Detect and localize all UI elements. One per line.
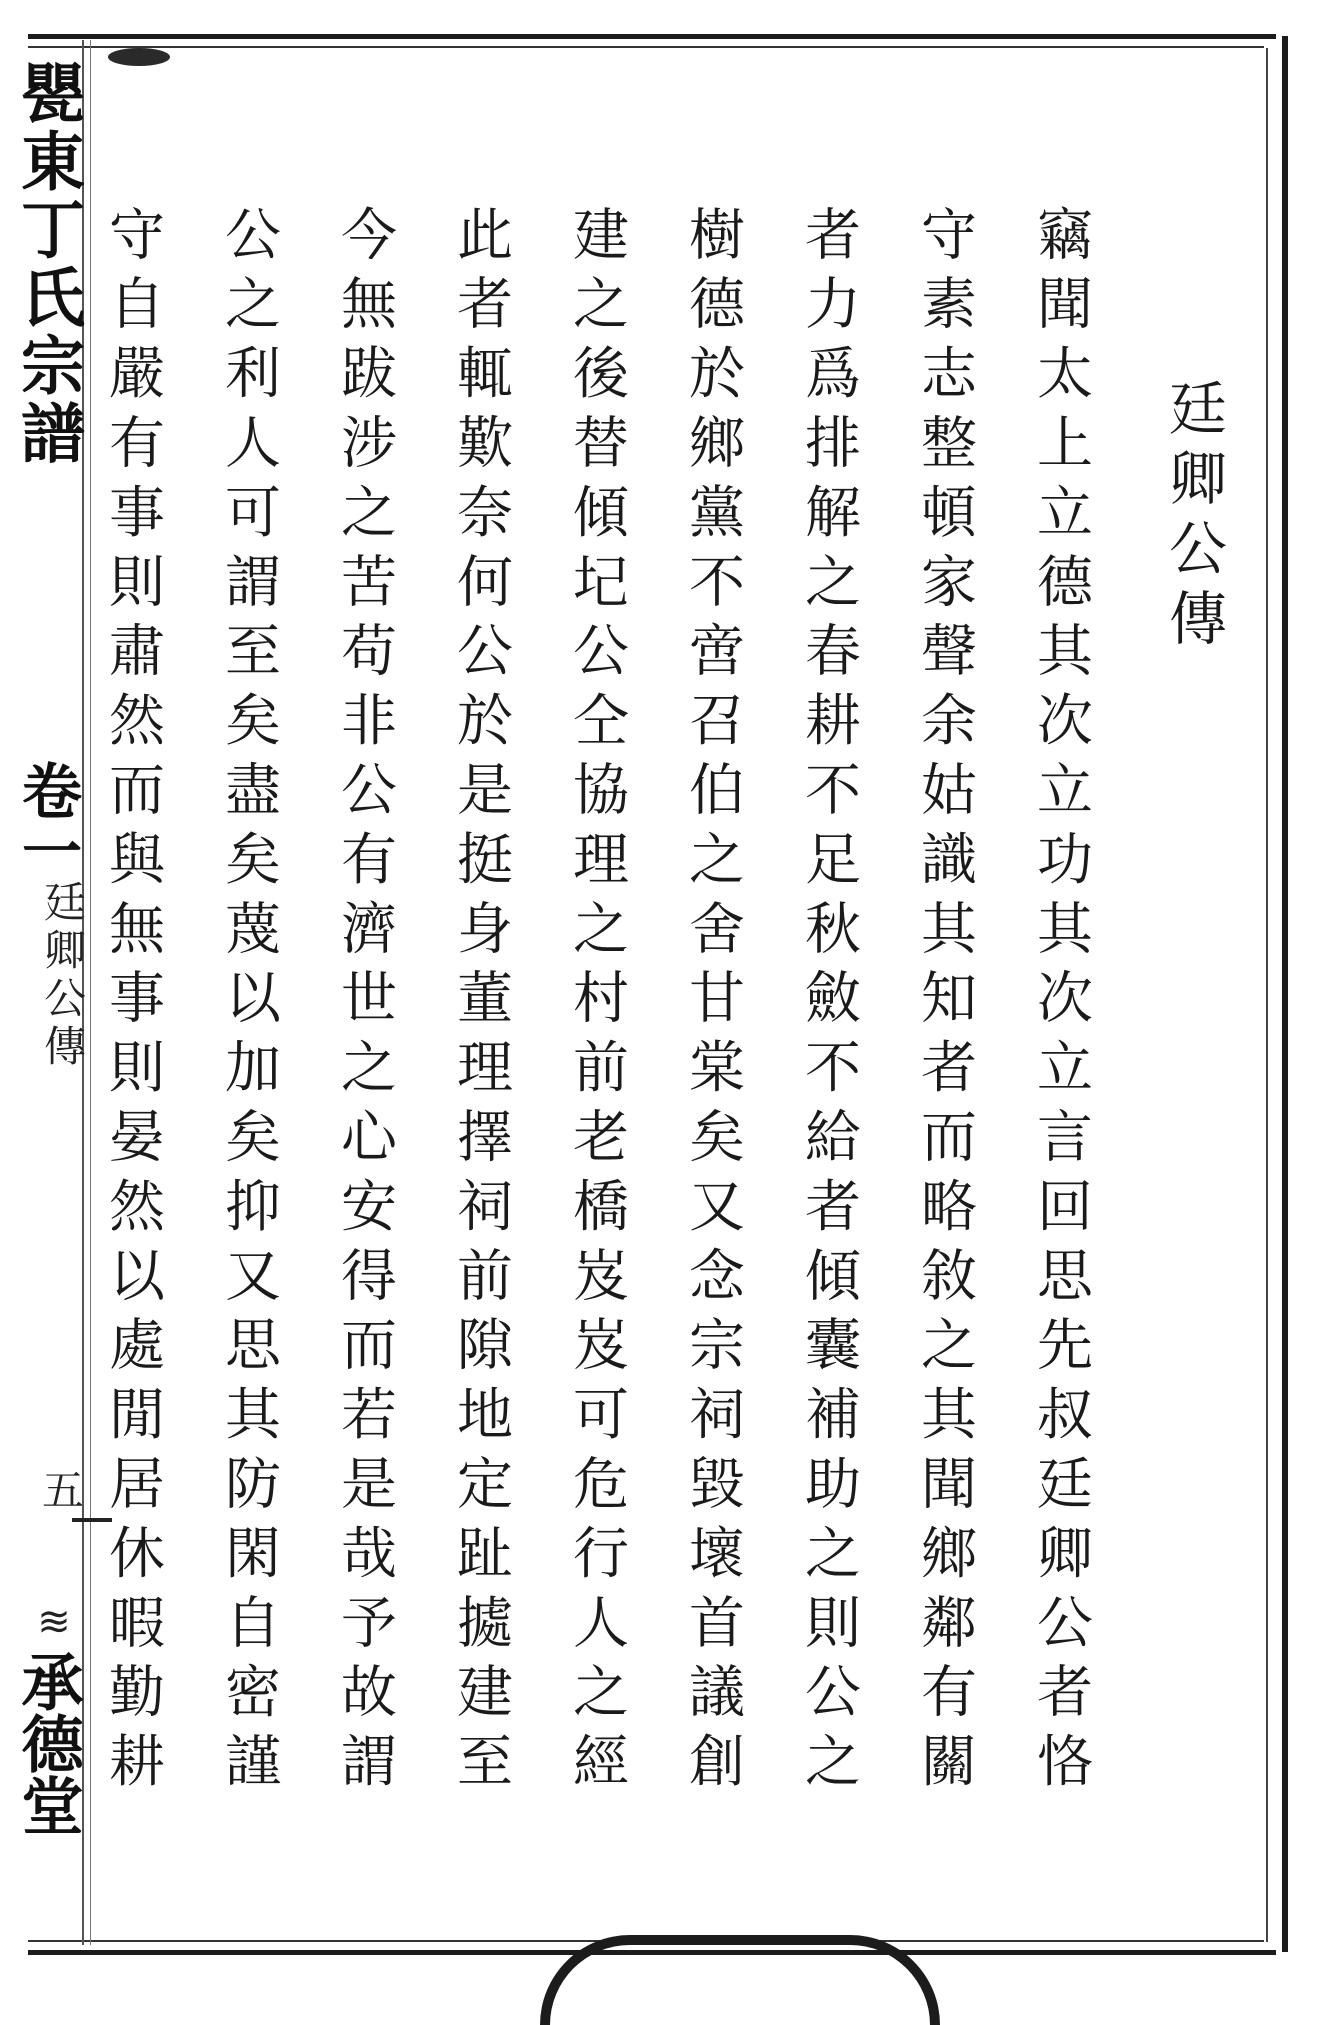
wave-ornament-icon: ≋ (37, 1599, 71, 1645)
fold-fishtail-mark (108, 48, 170, 66)
genealogy-title: 甖東丁氏宗譜 (10, 60, 85, 468)
text-column-8: 公之利人可謂至矣盡矣蔑以加矣抑又思其防閑自密謹 (216, 205, 281, 1802)
frame-top-rule (28, 34, 1276, 39)
text-column-3: 者力爲排解之春耕不足秋斂不給者傾囊補助之則公之 (796, 205, 861, 1802)
volume-label: 卷一 (12, 760, 82, 880)
text-column-6: 此者輒歎奈何公於是挺身董理擇祠前隙地定趾㨿建至 (448, 205, 513, 1802)
article-body (100, 205, 1118, 1935)
frame-right-inner-rule (1266, 48, 1268, 1942)
text-column-4: 樹德於鄉黨不啻召伯之舍甘棠矣又念宗祠毀壞首議創 (680, 205, 745, 1802)
text-column-7: 今無跋涉之苦苟非公有濟世之心安得而若是哉予故謂 (332, 205, 397, 1802)
hall-name: 承德堂 (11, 1650, 84, 1836)
text-column-2: 守素志整頓家聲余姑識其知者而略敘之其聞鄉鄰有關 (912, 205, 977, 1802)
frame-top-inner-rule (28, 46, 1264, 48)
page-number: 五 (36, 1468, 85, 1510)
section-label: 廷卿公傳 (38, 880, 87, 1072)
text-column-5: 建之後替傾圮公仝協理之村前老橋岌岌可危行人之經 (564, 205, 629, 1802)
article-heading: 廷卿公傳 (1159, 378, 1227, 658)
text-column-9: 守自嚴有事則肅然而與無事則晏然以處閒居休暇勤耕 (100, 205, 165, 1802)
text-column-1: 竊聞太上立德其次立功其次立言回思先叔廷卿公者恪 (1028, 205, 1093, 1802)
binding-arch-mark (540, 1935, 940, 2025)
frame-right-rule (1282, 36, 1288, 1952)
